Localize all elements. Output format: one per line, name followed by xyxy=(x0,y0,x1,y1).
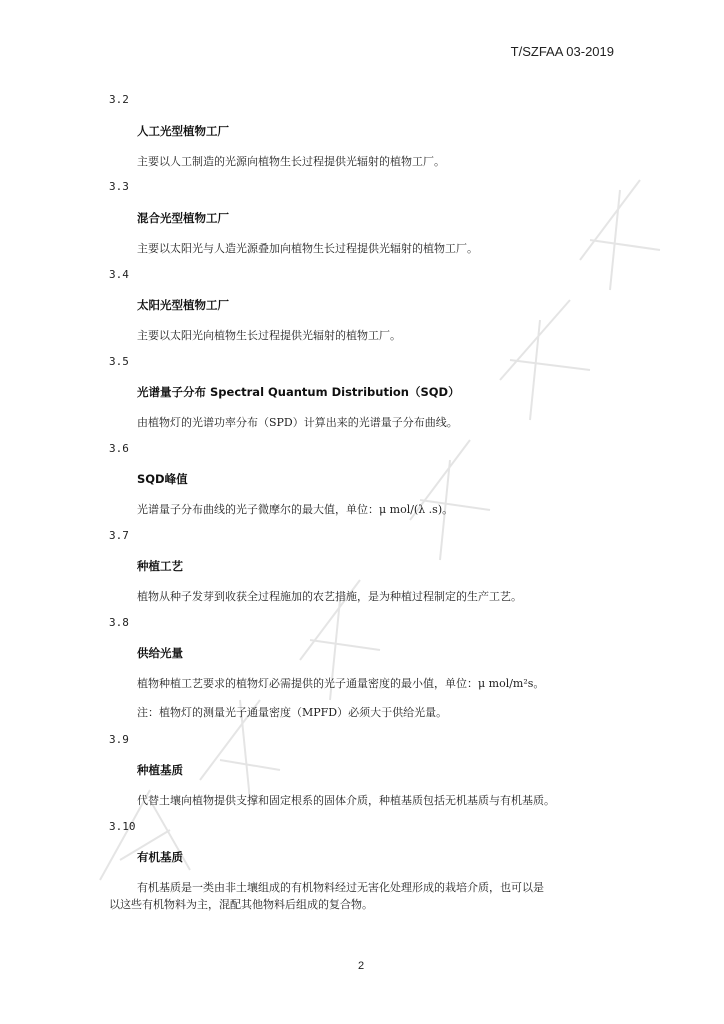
clause-number: 3.10 xyxy=(109,820,136,833)
clause-number: 3.7 xyxy=(109,529,129,542)
term-title: SQD峰值 xyxy=(137,472,188,486)
clause-number: 3.8 xyxy=(109,616,129,629)
clause-number: 3.3 xyxy=(109,180,129,193)
clause-number: 3.5 xyxy=(109,355,129,368)
term-title: 太阳光型植物工厂 xyxy=(137,298,229,312)
clause-number: 3.2 xyxy=(109,93,129,106)
document-code: T/SZFAA 03-2019 xyxy=(510,44,614,59)
term-note: 注：植物灯的测量光子通量密度（MPFD）必须大于供给光量。 xyxy=(137,706,448,719)
term-definition: 主要以人工制造的光源向植物生长过程提供光辐射的植物工厂。 xyxy=(137,155,445,168)
term-title: 种植基质 xyxy=(137,763,183,777)
term-definition: 主要以太阳光向植物生长过程提供光辐射的植物工厂。 xyxy=(137,329,401,342)
term-definition: 植物种植工艺要求的植物灯必需提供的光子通量密度的最小值，单位：μ mol/m²s。 xyxy=(137,677,545,690)
term-definition: 植物从种子发芽到收获全过程施加的农艺措施，是为种植过程制定的生产工艺。 xyxy=(137,590,522,603)
term-definition: 光谱量子分布曲线的光子微摩尔的最大值，单位：μ mol/(λ .s)。 xyxy=(137,503,454,516)
term-title: 光谱量子分布 Spectral Quantum Distribution（SQD） xyxy=(137,385,460,399)
term-definition: 主要以太阳光与人造光源叠加向植物生长过程提供光辐射的植物工厂。 xyxy=(137,242,478,255)
page-number: 2 xyxy=(358,960,365,972)
term-title: 人工光型植物工厂 xyxy=(137,124,229,138)
term-definition: 有机基质是一类由非土壤组成的有机物料经过无害化处理形成的栽培介质，也可以是 xyxy=(137,881,544,894)
term-title: 种植工艺 xyxy=(137,559,183,573)
term-definition: 由植物灯的光谱功率分布（SPD）计算出来的光谱量子分布曲线。 xyxy=(137,416,458,429)
term-title: 有机基质 xyxy=(137,850,183,864)
clause-number: 3.6 xyxy=(109,442,129,455)
term-title: 混合光型植物工厂 xyxy=(137,211,229,225)
clause-number: 3.9 xyxy=(109,733,129,746)
term-title: 供给光量 xyxy=(137,646,183,660)
term-definition-continued: 以这些有机物料为主，混配其他物料后组成的复合物。 xyxy=(109,898,373,911)
clause-number: 3.4 xyxy=(109,268,129,281)
term-definition: 代替土壤向植物提供支撑和固定根系的固体介质，种植基质包括无机基质与有机基质。 xyxy=(137,794,555,807)
